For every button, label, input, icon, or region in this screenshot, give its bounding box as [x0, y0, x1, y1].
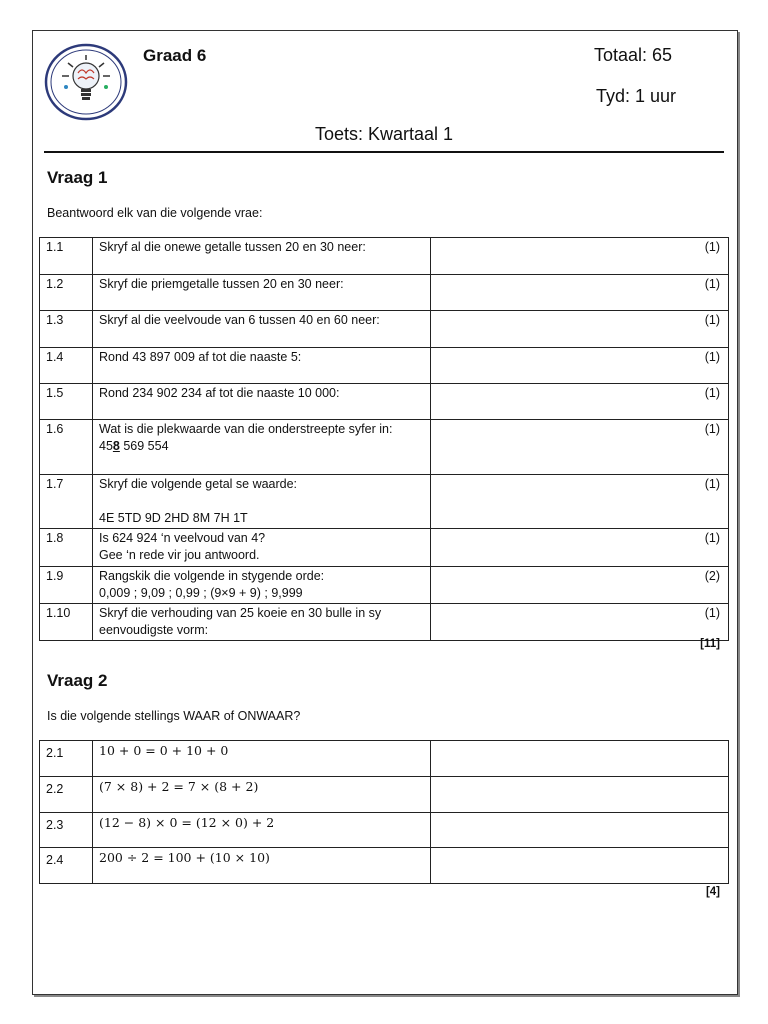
item-number: 1.2 [40, 275, 93, 311]
item-question-text-2: 0,009 ; 9,09 ; 0,99 ; (9×9 + 9) ; 9,999 [99, 586, 303, 600]
item-question-text: Is 624 924 ‘n veelvoud van 4? [99, 531, 266, 545]
test-title: Toets: Kwartaal 1 [314, 124, 454, 144]
item-question: Rond 234 902 234 af tot die naaste 10 000: [93, 384, 431, 420]
table-row [40, 604, 729, 641]
answer-cell[interactable] [431, 813, 729, 848]
grade-label: Graad 6 [143, 46, 207, 65]
item-marks: (1) [704, 606, 720, 620]
answer-cell[interactable] [431, 604, 729, 641]
table-row [40, 813, 729, 848]
answer-cell[interactable] [431, 848, 729, 884]
item-question: Skryf al die onewe getalle tussen 20 en 30 neer: [93, 238, 431, 275]
item-question-text: Skryf die volgende getal se waarde: [99, 477, 298, 491]
item-question: Skryf die verhouding van 25 koeie en 30 bulle in sy eenvoudigste vorm: [93, 604, 431, 641]
item-number: 1.10 [40, 604, 93, 641]
item-number: 2.4 [40, 848, 93, 884]
item-marks: (1) [704, 531, 720, 545]
item-question: Skryf al die veelvoude van 6 tussen 40 en 60 neer: [93, 311, 431, 348]
table-row [40, 420, 729, 475]
item-marks: (1) [704, 422, 720, 436]
table-row [40, 475, 729, 529]
item-question [93, 529, 431, 567]
answer-cell[interactable] [431, 384, 729, 420]
item-statement: (7 × 8) + 2 = 7 × (8 + 2) [93, 777, 431, 813]
question-2-subtotal: [4] [705, 886, 720, 898]
question-2-title: Vraag 2 [47, 671, 108, 690]
answer-cell[interactable] [431, 348, 729, 384]
item-number: 2.1 [40, 741, 93, 777]
table-row [40, 311, 729, 348]
table-row [40, 384, 729, 420]
item-marks: (1) [704, 386, 720, 400]
number-expression: 4E 5TD 9D 2HD 8M 7H 1T [99, 511, 248, 525]
time-allowed: Tyd: 1 uur [595, 86, 676, 106]
item-number: 2.2 [40, 777, 93, 813]
table-row [40, 777, 729, 813]
item-question [93, 567, 431, 604]
answer-cell[interactable] [431, 420, 729, 475]
item-statement: 200 ÷ 2 = 100 + (10 × 10) [93, 848, 431, 884]
item-question: Skryf die priemgetalle tussen 20 en 30 neer: [93, 275, 431, 311]
item-statement: 10 + 0 = 0 + 10 + 0 [93, 741, 431, 777]
item-number: 1.8 [40, 529, 93, 567]
answer-cell[interactable] [431, 275, 729, 311]
answer-cell[interactable] [431, 777, 729, 813]
question-1-table [39, 237, 729, 641]
table-row [40, 567, 729, 604]
item-marks: (2) [704, 569, 720, 583]
item-number: 1.9 [40, 567, 93, 604]
item-question [93, 420, 431, 475]
item-marks: (1) [704, 477, 720, 491]
question-1-instruction: Beantwoord elk van die volgende vrae: [47, 206, 263, 220]
item-question-text: Rangskik die volgende in stygende orde: [99, 569, 325, 583]
question-2-instruction: Is die volgende stellings WAAR of ONWAAR? [47, 709, 301, 723]
item-marks: (1) [704, 350, 720, 364]
item-number: 1.5 [40, 384, 93, 420]
item-statement: (12 − 8) × 0 = (12 × 0) + 2 [93, 813, 431, 848]
item-number: 1.1 [40, 238, 93, 275]
answer-cell[interactable] [431, 311, 729, 348]
item-number: 1.4 [40, 348, 93, 384]
table-row [40, 275, 729, 311]
brain-lightbulb-logo [44, 43, 128, 121]
item-question [93, 475, 431, 529]
answer-cell[interactable] [431, 529, 729, 567]
item-marks: (1) [704, 277, 720, 291]
item-marks: (1) [704, 313, 720, 327]
total-marks: Totaal: 65 [593, 45, 672, 65]
item-question: Rond 43 897 009 af tot die naaste 5: [93, 348, 431, 384]
question-2-table [39, 740, 729, 884]
answer-cell[interactable] [431, 475, 729, 529]
item-number: 1.3 [40, 311, 93, 348]
item-number: 2.3 [40, 813, 93, 848]
item-question-text: Wat is die plekwaarde van die onderstreepte syfer in: [99, 422, 393, 436]
answer-cell[interactable] [431, 238, 729, 275]
table-row [40, 848, 729, 884]
item-marks: (1) [704, 240, 720, 254]
question-1-subtotal: [11] [700, 638, 720, 650]
header-divider [44, 151, 724, 153]
answer-cell[interactable] [431, 741, 729, 777]
underlined-number: 458 569 554 [99, 439, 169, 453]
item-number: 1.6 [40, 420, 93, 475]
underlined-digit: 8 [112, 439, 120, 453]
item-question-text-2: Gee ‘n rede vir jou antwoord. [99, 548, 260, 562]
answer-cell[interactable] [431, 567, 729, 604]
item-number: 1.7 [40, 475, 93, 529]
table-row [40, 529, 729, 567]
table-row [40, 348, 729, 384]
question-1-title: Vraag 1 [47, 168, 108, 187]
table-row [40, 238, 729, 275]
table-row [40, 741, 729, 777]
